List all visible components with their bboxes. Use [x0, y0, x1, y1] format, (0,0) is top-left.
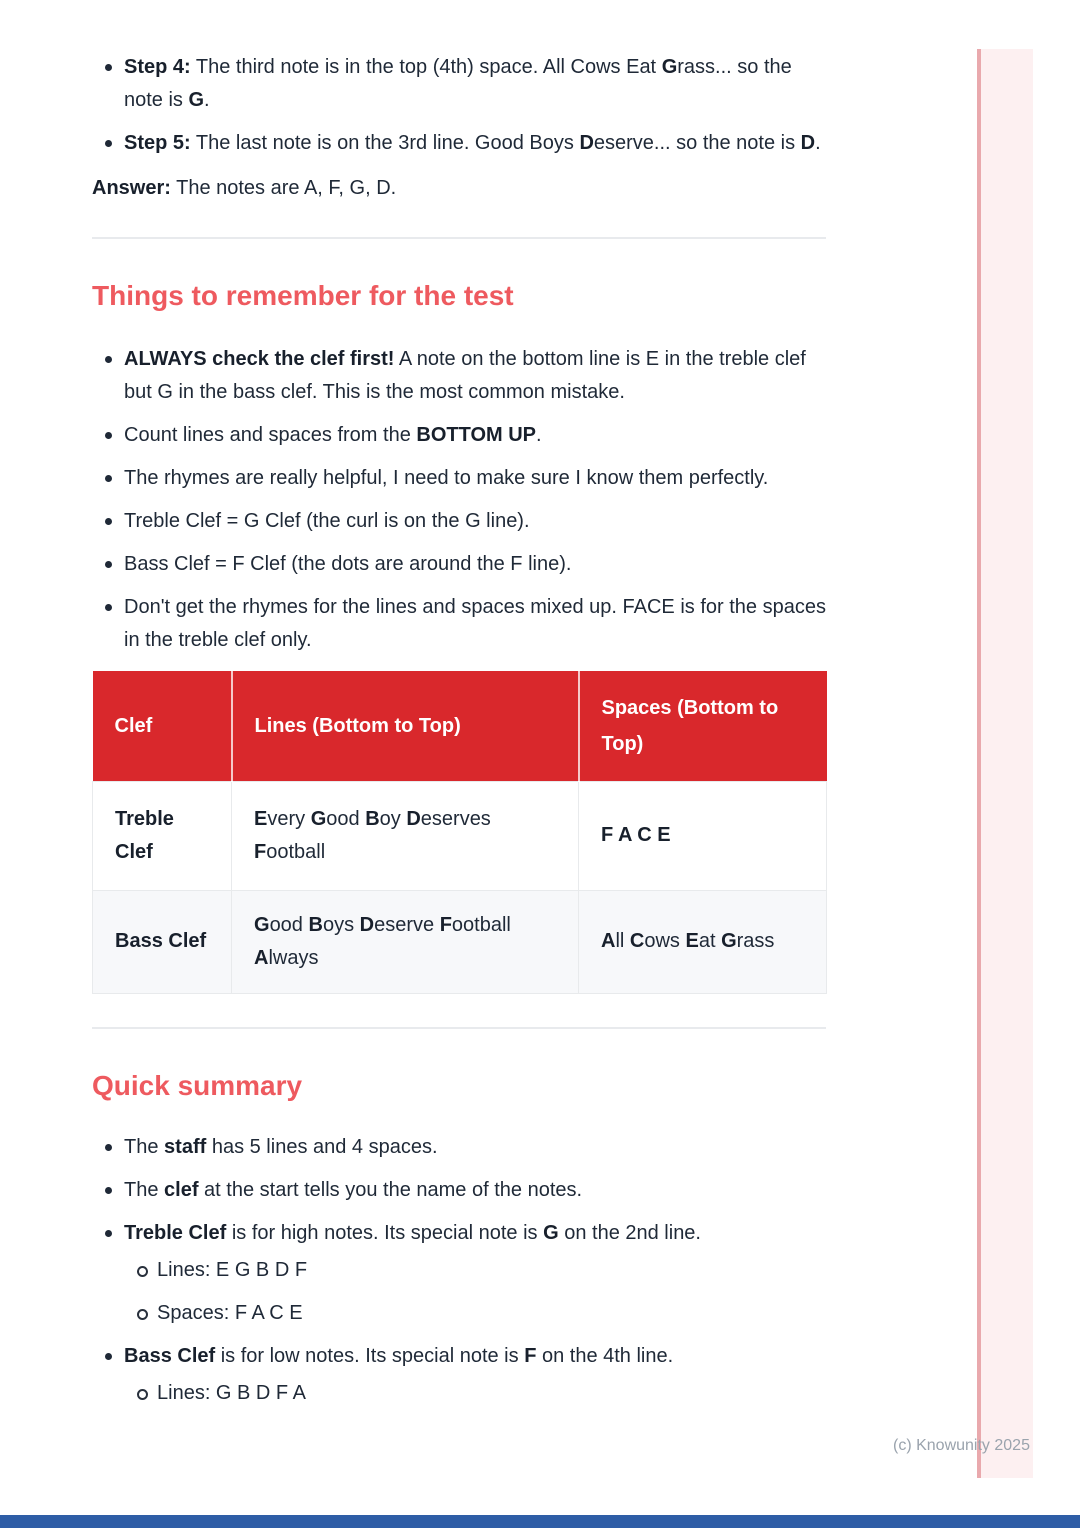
- sub-list-item: Spaces: F A C E: [124, 1297, 826, 1330]
- right-accent-panel: [977, 49, 1033, 1478]
- sub-list-item: Lines: G B D F A: [124, 1377, 826, 1410]
- remember-list: [92, 343, 826, 657]
- list-item: [92, 1340, 826, 1410]
- answer-line: Answer: The notes are A, F, G, D.: [92, 177, 397, 199]
- table-header-clef: Clef: [93, 671, 232, 781]
- section-divider: [92, 1027, 826, 1029]
- sub-list-item: Lines: E G B D F: [124, 1254, 826, 1287]
- cell-lines: Every Good Boy Deserves Football: [232, 781, 579, 890]
- list-item: Don't get the rhymes for the lines and spaces mixed up. FACE is for the spaces in the treble clef only.: [92, 591, 826, 657]
- list-item-text: Bass Clef is for low notes. Its special note is F on the 4th line.: [124, 1344, 674, 1367]
- list-item: The clef at the start tells you the name of the notes.: [92, 1174, 826, 1207]
- sub-list: [124, 1254, 826, 1330]
- table-header-row: [93, 671, 827, 781]
- copyright-footer: (c) Knowunity 2025: [893, 1437, 1030, 1454]
- clef-table: [92, 671, 827, 994]
- list-item: Bass Clef = F Clef (the dots are around the F line).: [92, 548, 826, 581]
- section-title-summary: Quick summary: [92, 1069, 303, 1101]
- list-item: Step 5: The last note is on the 3rd line. Good Boys Deserve... so the note is D.: [92, 127, 826, 160]
- table-header-spaces: Spaces (Bottom to Top): [579, 671, 827, 781]
- list-item: Count lines and spaces from the BOTTOM UP.: [92, 419, 826, 452]
- table-row: [93, 781, 827, 890]
- table-row: [93, 890, 827, 993]
- cell-spaces: All Cows Eat Grass: [579, 890, 827, 993]
- cell-lines: Good Boys Deserve Football Always: [232, 890, 579, 993]
- cell-spaces: F A C E: [579, 781, 827, 890]
- cell-clef: Treble Clef: [93, 781, 232, 890]
- section-divider: [92, 237, 826, 239]
- page-content: [92, 0, 826, 1420]
- list-item: ALWAYS check the clef first! A note on the bottom line is E in the treble clef but G in the bass clef. This is the most common mistake.: [92, 343, 826, 409]
- list-item-text: Treble Clef is for high notes. Its special note is G on the 2nd line.: [124, 1221, 701, 1244]
- bottom-accent-bar: [0, 1515, 1080, 1528]
- section-title-remember: Things to remember for the test: [92, 280, 514, 311]
- list-item: Treble Clef = G Clef (the curl is on the G line).: [92, 505, 826, 538]
- list-item: The rhymes are really helpful, I need to make sure I know them perfectly.: [92, 462, 826, 495]
- table-header-lines: Lines (Bottom to Top): [232, 671, 579, 781]
- list-item: [92, 1217, 826, 1330]
- cell-clef: Bass Clef: [93, 890, 232, 993]
- list-item: Step 4: The third note is in the top (4th) space. All Cows Eat Grass... so the note is G.: [92, 51, 826, 117]
- list-item: The staff has 5 lines and 4 spaces.: [92, 1131, 826, 1164]
- summary-list: [92, 1131, 826, 1410]
- steps-list: [92, 51, 826, 160]
- sub-list: [124, 1377, 826, 1410]
